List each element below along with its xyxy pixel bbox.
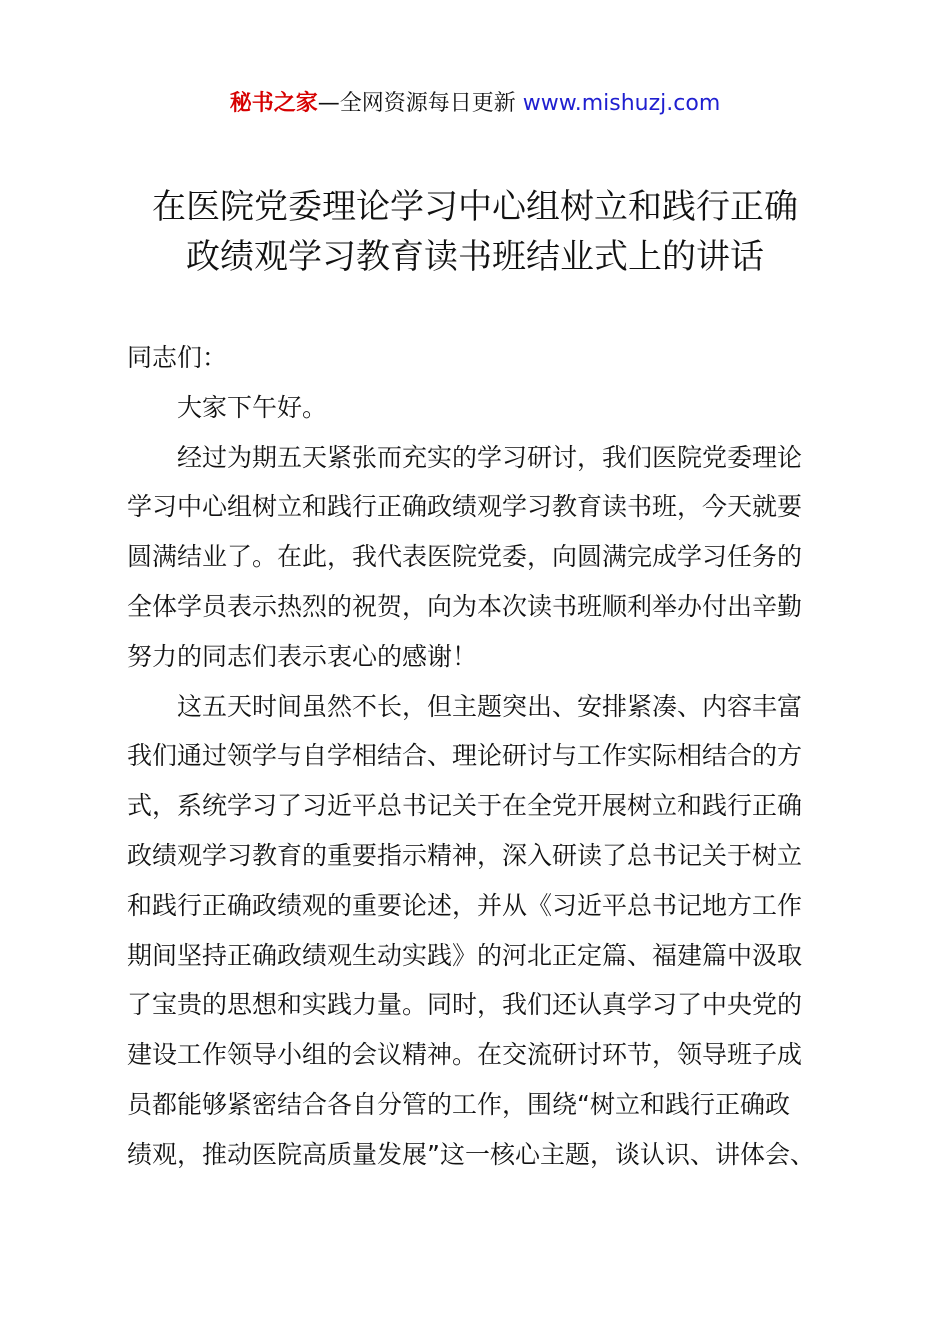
body-line: 经过为期五天紧张而充实的学习研讨，我们医院党委理论 xyxy=(177,442,803,472)
document-title xyxy=(0,182,950,282)
body-line: 员都能够紧密结合各自分管的工作，围绕“树立和践行正确政 xyxy=(127,1089,790,1119)
body-line: 圆满结业了。在此，我代表医院党委，向圆满完成学习任务的 xyxy=(127,542,803,572)
body-line: 绩观，推动医院高质量发展”这一核心主题，谈认识、讲体会、 xyxy=(127,1139,815,1169)
body-line: 建设工作领导小组的会议精神。在交流研讨环节，领导班子成 xyxy=(127,1040,803,1070)
body-line: 式，系统学习了习近平总书记关于在全党开展树立和践行正确 xyxy=(127,791,803,821)
site-header xyxy=(0,88,950,120)
body-line: 这五天时间虽然不长，但主题突出、安排紧凑、内容丰富 xyxy=(177,691,803,721)
body-line: 学习中心组树立和践行正确政绩观学习教育读书班，今天就要 xyxy=(127,492,803,522)
body-line: 努力的同志们表示衷心的感谢！ xyxy=(127,641,478,671)
body-line: 全体学员表示热烈的祝贺，向为本次读书班顺利举办付出辛勤 xyxy=(127,591,803,621)
body-line: 大家下午好。 xyxy=(177,392,328,422)
site-url-link[interactable]: www.mishuzj.com xyxy=(522,91,721,116)
title-line-1: 在医院党委理论学习中心组树立和践行正确 xyxy=(152,187,798,227)
salutation: 同志们： xyxy=(127,343,228,372)
brand-name: 秘书之家 xyxy=(229,91,318,116)
title-line-2: 政绩观学习教育读书班结业式上的讲话 xyxy=(186,237,764,277)
body-line: 政绩观学习教育的重要指示精神，深入研读了总书记关于树立 xyxy=(127,840,803,870)
body-line: 了宝贵的思想和实践力量。同时，我们还认真学习了中央党的 xyxy=(127,990,803,1020)
body-line: 我们通过领学与自学相结合、理论研讨与工作实际相结合的方 xyxy=(127,741,803,771)
document-body xyxy=(127,333,837,1180)
body-line: 和践行正确政绩观的重要论述，并从《习近平总书记地方工作 xyxy=(127,890,803,920)
body-line: 期间坚持正确政绩观生动实践》的河北正定篇、福建篇中汲取 xyxy=(127,940,803,970)
site-slogan: —全网资源每日更新 xyxy=(317,91,516,116)
